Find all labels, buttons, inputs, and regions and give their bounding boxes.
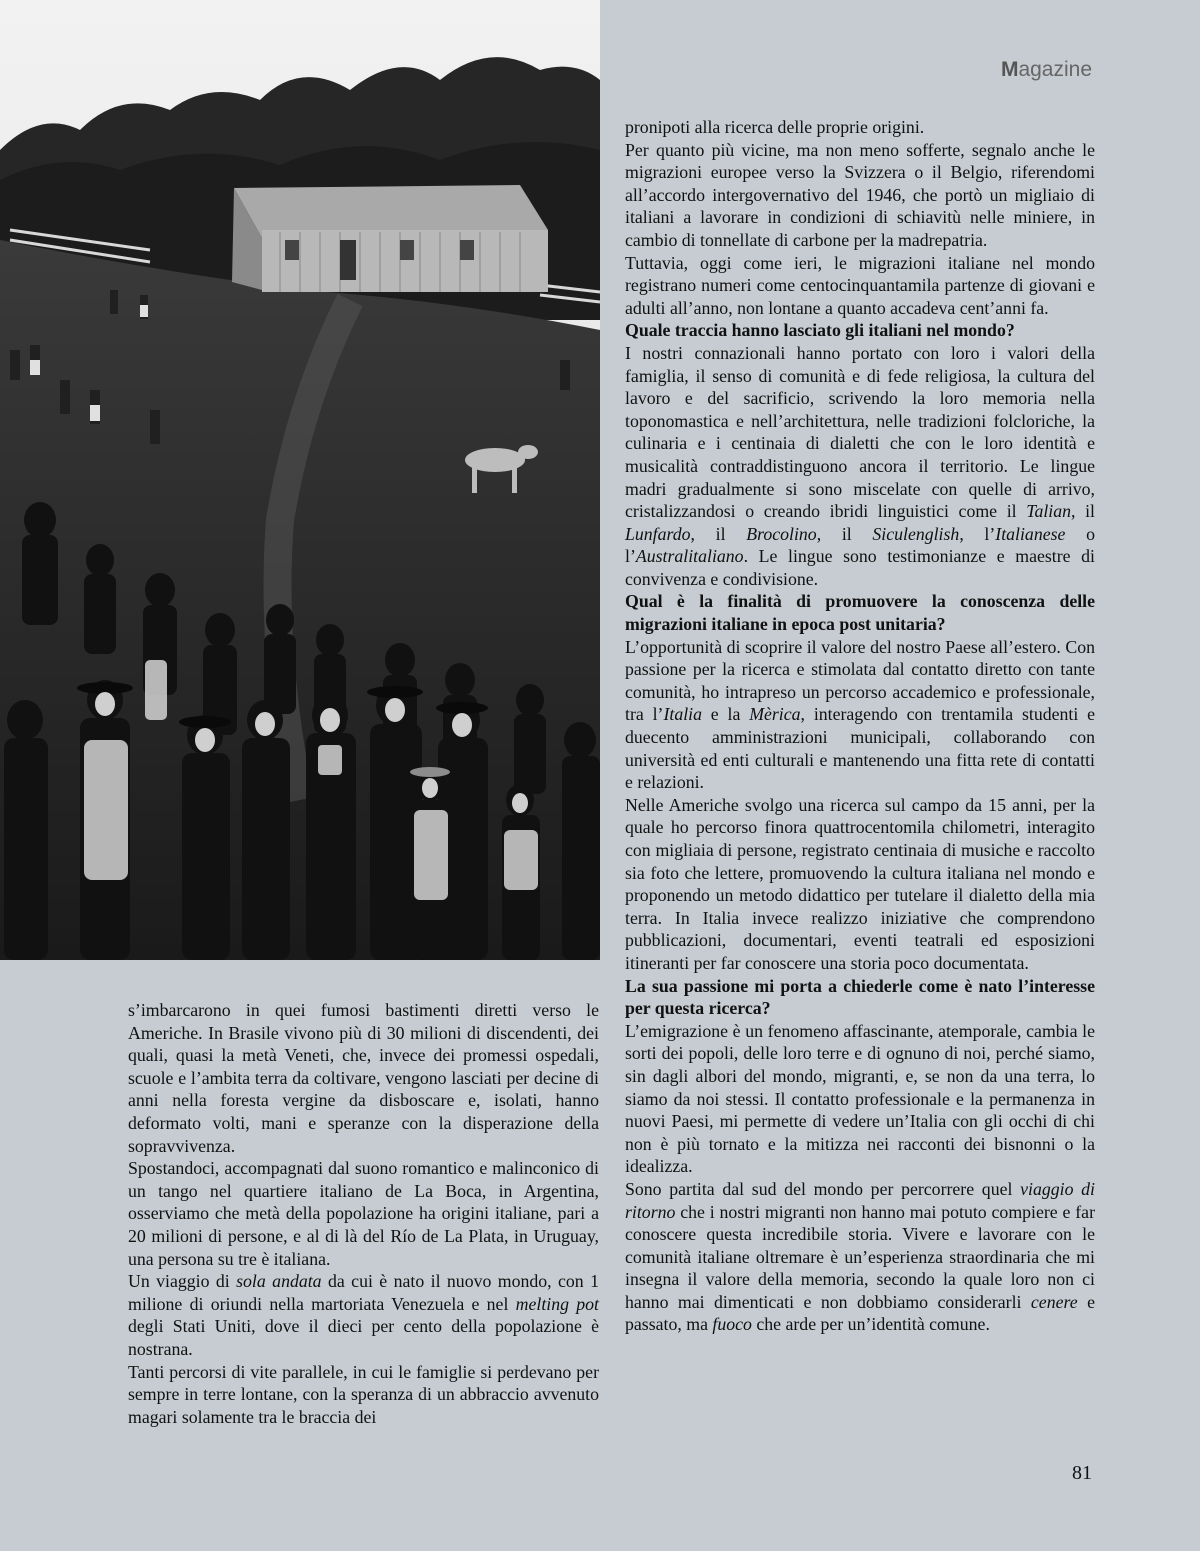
left-column: [128, 999, 599, 1428]
paragraph: Un viaggio di sola andata da cui è nato il nuovo mondo, con 1 milione di oriundi nella martoriata Venezuela e nel melting pot degli Stati Uniti, dove il dieci per cento della popolazione è nostrana.: [128, 1271, 599, 1359]
section-initial: M: [1000, 58, 1019, 81]
paragraph: Per quanto più vicine, ma non meno sofferte, segnalo anche le migrazioni europee verso la Svizzera o il Belgio, riferendomi all’accordo intergovernativo del 1946, che portò un migliaio di italiani a lavorare in condizioni di schiavitù nelle miniere, in cambio di tonnellate di carbone per la madrepatria.: [625, 139, 1095, 250]
historical-photo: [0, 0, 600, 960]
paragraph: Tanti percorsi di vite parallele, in cui le famiglie si perdevano per sempre in terre lontane, con la speranza di un abbraccio avvenuto magari solamente tra le braccia dei: [128, 1361, 599, 1427]
paragraph: pronipoti alla ricerca delle proprie origini.: [625, 117, 925, 137]
photo-illustration: [0, 0, 600, 960]
paragraph: Tuttavia, oggi come ieri, le migrazioni italiane nel mondo registrano numeri come centocinquantamila partenze di giovani e adulti all’anno, non lontane a quanto accadeva cent’anni fa.: [625, 252, 1095, 318]
paragraph: I nostri connazionali hanno portato con loro i valori della famiglia, il senso di comunità e di fede religiosa, la cultura del lavoro e del sacrificio, scrivendo la loro memoria nella toponomastica e nell’architettura, nelle tradizioni folcloriche, la culinaria e i centinaia di dialetti che con le loro identità e musicalità contraddistinguono ancora il territorio. Le lingue madri gradualmente si sono miscelate con quelle di arrivo, cristalizzandosi o creando ibridi linguistici come il Talian, il Lunfardo, il Brocolino, il Siculenglish, l’Italianese o l’Australitaliano. Le lingue sono testimonianze e maestre di convivenza e condivisione.: [625, 342, 1095, 589]
interview-question: Quale traccia hanno lasciato gli italiani nel mondo?: [625, 320, 1015, 341]
right-column: [625, 116, 1095, 1336]
interview-question: Qual è la finalità di promuovere la conoscenza delle migrazioni italiane in epoca post unitaria?: [625, 591, 1095, 635]
wooden-house: [232, 185, 548, 292]
paragraph: L’opportunità di scoprire il valore del nostro Paese all’estero. Con passione per la ricerca e stimolata dal contatto diretto con tante comunità, ho intrapreso un percorso accademico e professionale, tra l’Italia e la Mèrica, interagendo con trentamila studenti e duecento amministrazioni municipali, collaborando con università ed enti culturali e mantenendo una fitta rete di contatti e relazioni.: [625, 636, 1096, 793]
page-number: 81: [1072, 1462, 1092, 1484]
section-title: agazine: [1018, 58, 1092, 81]
paragraph: Nelle Americhe svolgo una ricerca sul campo da 15 anni, per la quale ho percorso finora quattrocentomila chilometri, interagito con migliaia di persone, registrato centinaia di musiche e raccolto sia foto che lettere, promuovendo la cultura italiana nel mondo e proponendo un metodo didattico per tutelare il dialetto della mia terra. In Italia invece realizzo iniziative che comprendono pubblicazioni, documentari, eventi teatrali ed esposizioni itineranti per far conoscere una storia poco documentata.: [625, 794, 1095, 973]
interview-question: La sua passione mi porta a chiederle come è nato l’interesse per questa ricerca?: [625, 975, 1095, 1019]
paragraph: Sono partita dal sud del mondo per percorrere quel viaggio di ritorno che i nostri migranti non hanno mai potuto compiere e far conoscere questa incredibile storia. Vivere e lavorare con le comunità italiane oltremare è un’esperienza straordinaria che mi insegna il valore della memoria, secondo la quale loro non ci hanno mai dimenticati e non dobbiamo considerarli cenere e passato, ma fuoco che arde per un’identità comune.: [625, 1178, 1095, 1335]
paragraph: L’emigrazione è un fenomeno affascinante, atemporale, cambia le sorti dei popoli, delle loro terre e di ognuno di noi, perché siamo, sin dagli albori del mondo, migranti, e, se non da una terra, lo siamo da noi stessi. Il contatto professionale e la permanenza in nuovi Paesi, mi permette di vedere un’Italia con gli occhi di chi non è più tornato e la mitizza nei racconti dei bisnonni o la idealizza.: [625, 1020, 1095, 1177]
paragraph: s’imbarcarono in quei fumosi bastimenti diretti verso le Americhe. In Brasile vivono più di 30 milioni di discendenti, dei quali, quasi la metà Veneti, che, invece dei promessi ospedali, scuole e l’ambita terra da coltivare, vengono lasciati per decine di anni nella foresta vergine da disboscare e, isolati, hanno deformato volti, mani e speranze con la disperazione della sopravvivenza.: [128, 1000, 599, 1156]
paragraph: Spostandoci, accompagnati dal suono romantico e malinconico di un tango nel quartiere italiano de La Boca, in Argentina, osserviamo che metà della popolazione ha origini italiane, pari a 20 milioni di persone, e al di là del Río de La Plata, in Uruguay, una persona su tre è italiana.: [128, 1158, 599, 1269]
section-header: [1001, 58, 1092, 82]
